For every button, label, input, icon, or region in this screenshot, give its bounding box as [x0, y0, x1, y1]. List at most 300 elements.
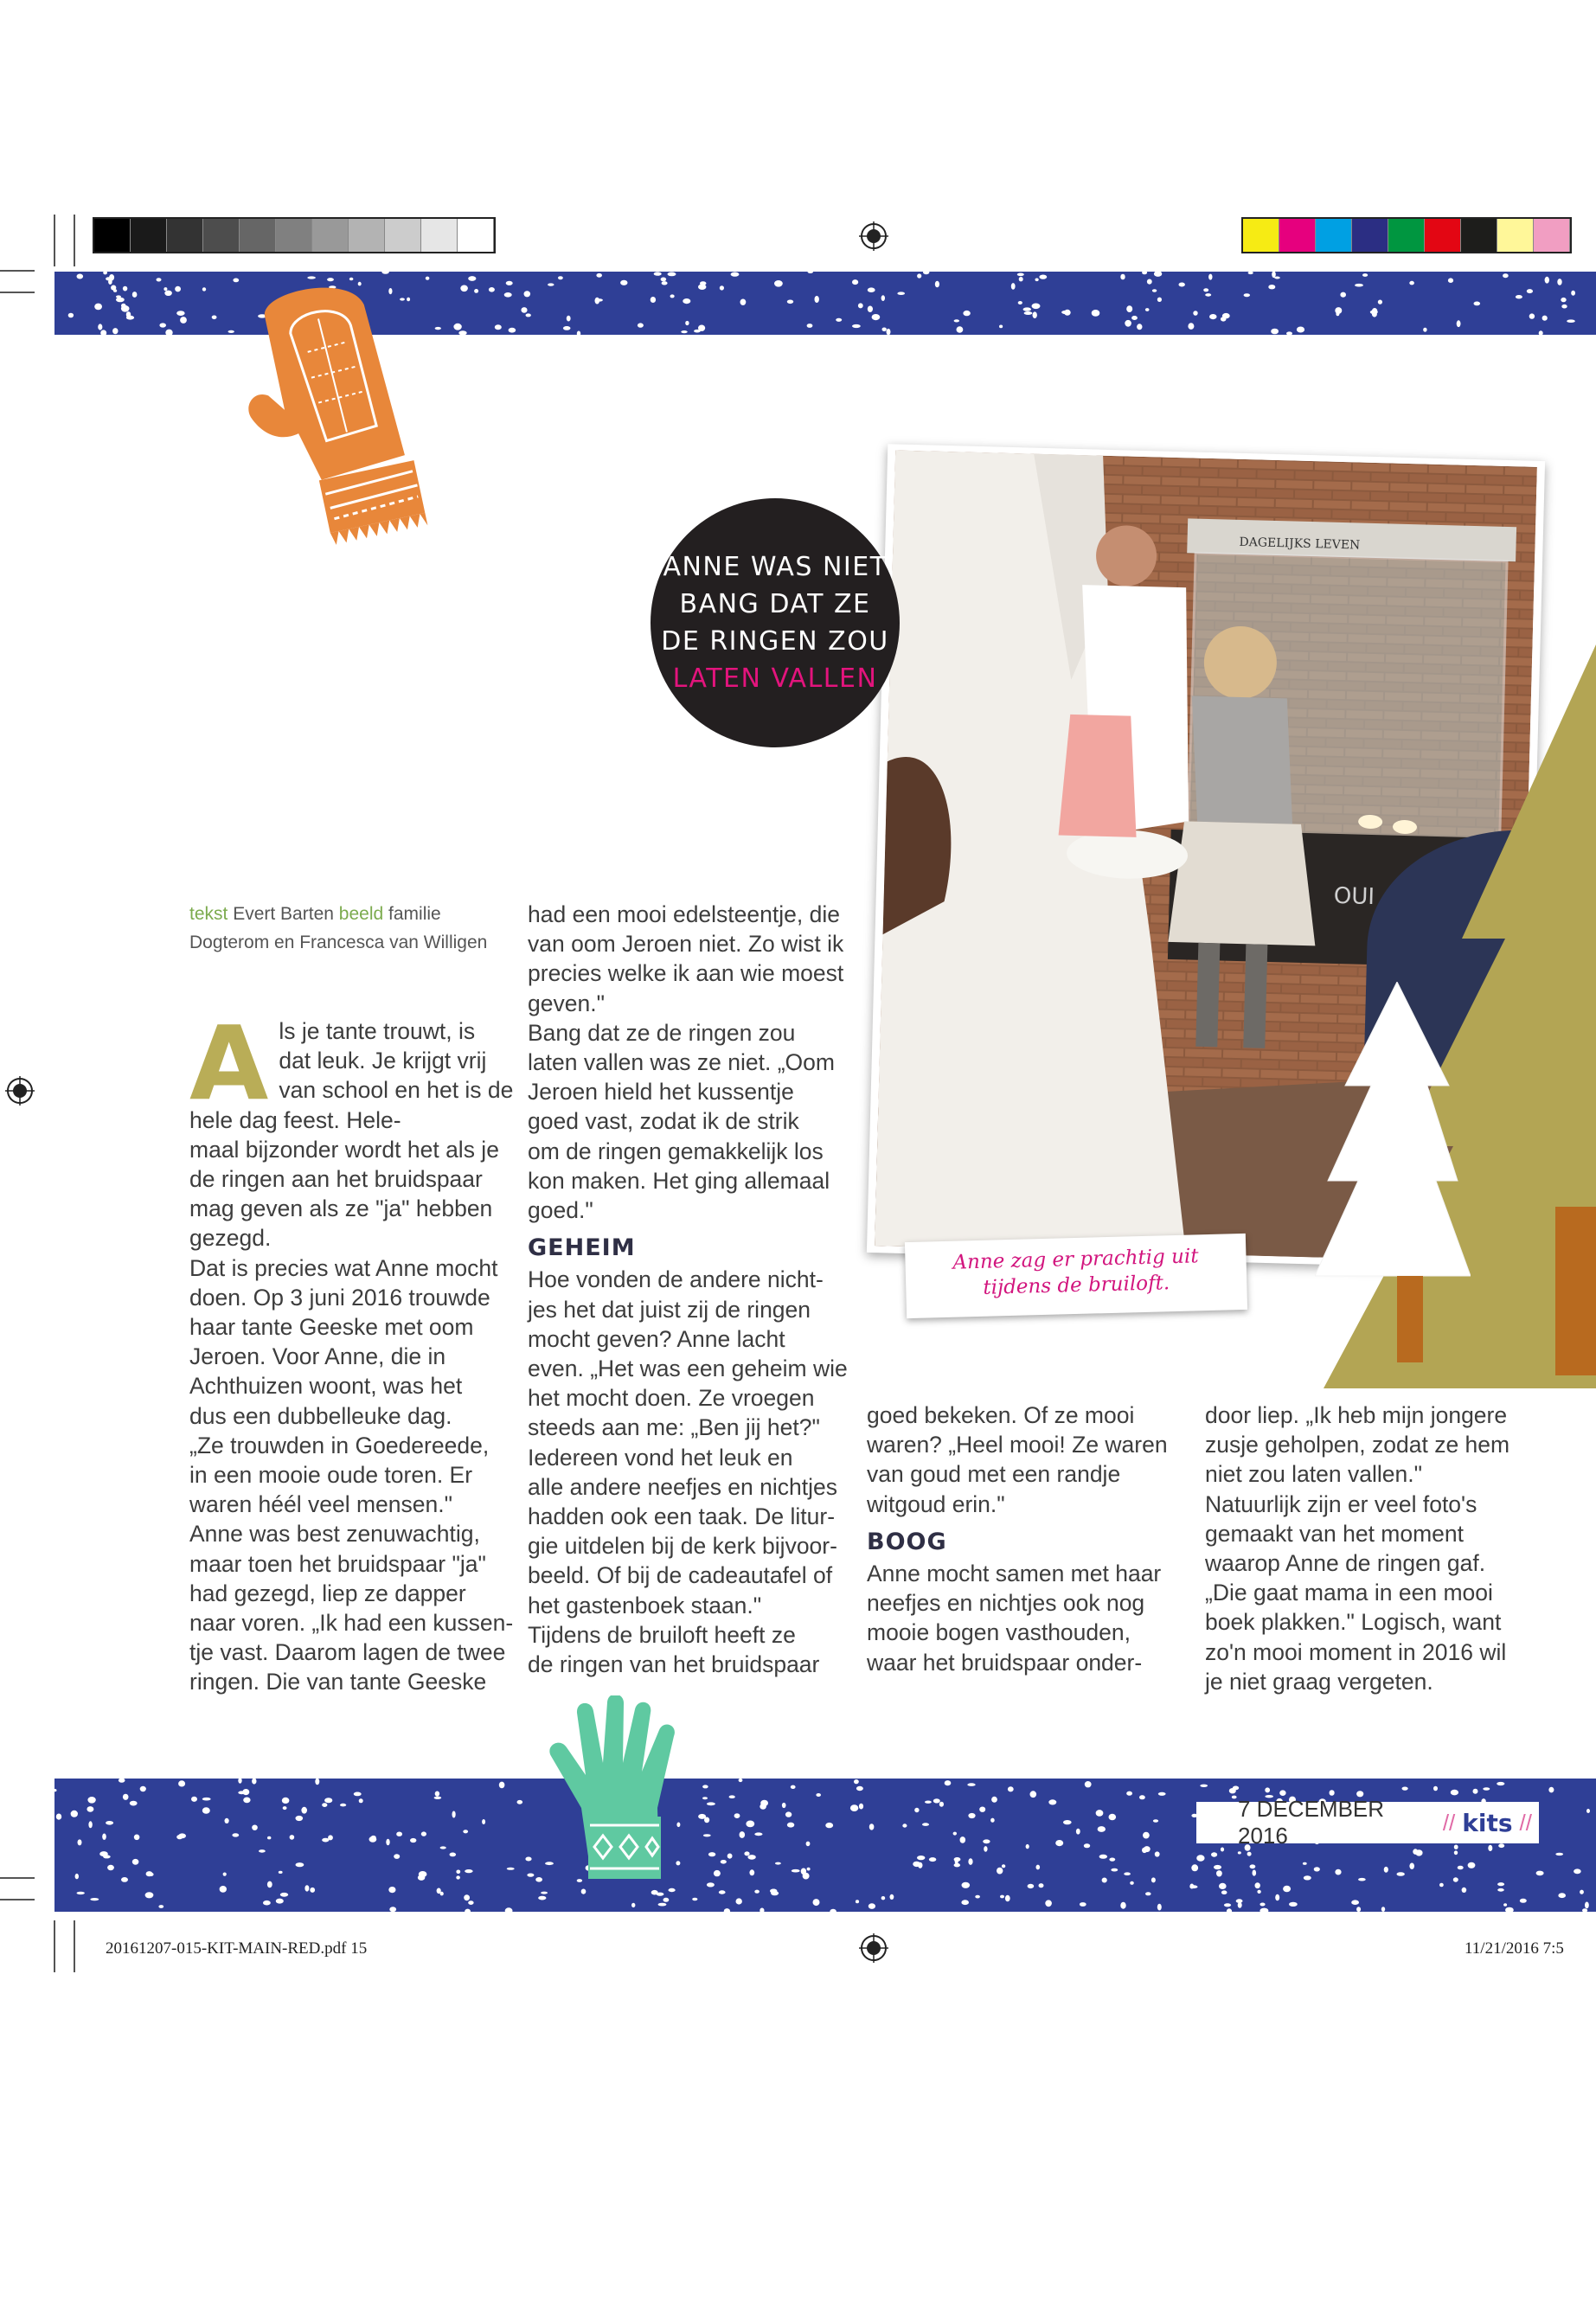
credit-line: [189, 900, 518, 928]
snow-dot: [787, 300, 793, 304]
snow-dot: [328, 1835, 333, 1840]
article-line: waar het bruidspaar onder-: [867, 1649, 1143, 1676]
registration-mark-icon: [859, 1933, 888, 1963]
snow-dot: [388, 1887, 395, 1893]
snow-dot: [1196, 1855, 1204, 1861]
snow-dot: [727, 1854, 733, 1859]
snow-dot: [525, 1857, 531, 1862]
snow-dot: [729, 1795, 735, 1798]
snow-dot: [460, 285, 468, 292]
snow-dot: [1304, 1875, 1311, 1880]
article-line: Dat is precies wat Anne mocht: [189, 1254, 498, 1281]
snow-dot: [1268, 285, 1275, 289]
snow-dot: [1381, 1907, 1385, 1912]
snow-dot: [178, 1833, 186, 1838]
separator: //: [1519, 1809, 1532, 1836]
snow-dot: [243, 1798, 250, 1804]
snow-dot: [1413, 1849, 1418, 1855]
article-line: niet zou laten vallen.": [1205, 1461, 1423, 1488]
snow-dot: [458, 330, 466, 335]
article-line: Tijdens de bruiloft heeft ze: [528, 1621, 796, 1648]
snow-dot: [1548, 1787, 1554, 1793]
snow-dot: [1092, 310, 1100, 317]
color-swatch: [1425, 219, 1461, 252]
snow-dot: [774, 280, 783, 287]
snow-dot: [869, 1823, 875, 1830]
snow-dot: [1055, 1840, 1063, 1846]
snow-dot: [923, 272, 929, 274]
snow-dot: [340, 1804, 346, 1807]
article-line: witgoud erin.": [867, 1490, 1005, 1517]
snow-dot: [474, 289, 478, 293]
snow-dot: [917, 1856, 925, 1860]
display-sign: DAGELIJKS LEVEN: [1239, 535, 1361, 553]
snow-dot: [267, 1836, 271, 1840]
snow-dot: [283, 1806, 287, 1810]
snow-dot: [521, 307, 527, 313]
snow-dot: [1503, 1903, 1507, 1907]
crop-mark: [0, 1899, 35, 1900]
credit-label: beeld: [338, 904, 384, 924]
article-line: het mocht doen. Ze vroegen: [528, 1385, 815, 1412]
snow-dot: [658, 1903, 667, 1907]
article-line: Anne mocht samen met haar: [867, 1561, 1162, 1587]
snow-dot: [749, 1869, 754, 1875]
snow-dot: [304, 1885, 309, 1891]
snow-dot: [1211, 1852, 1217, 1856]
snow-dot: [109, 274, 114, 280]
snow-dot: [707, 1882, 715, 1887]
snow-dot: [1247, 1852, 1252, 1856]
snow-dot: [771, 1891, 779, 1895]
snow-dot: [1109, 1858, 1115, 1862]
snow-dot: [1259, 1903, 1265, 1907]
snow-dot: [78, 1839, 82, 1845]
snow-dot: [1035, 279, 1039, 282]
article-line: had gezegd, liep ze dapper: [189, 1580, 466, 1606]
snow-dot: [381, 272, 388, 274]
snow-dot: [290, 1835, 295, 1840]
snow-dot: [1462, 1888, 1467, 1893]
snow-dot: [881, 295, 885, 301]
snow-dot: [662, 281, 668, 285]
snow-dot: [1335, 307, 1342, 314]
snow-dot: [1257, 1890, 1260, 1894]
snow-dot: [452, 1811, 456, 1818]
snow-dot: [1474, 302, 1481, 306]
article-line: had een mooi edelsteentje, die: [528, 901, 840, 927]
snow-dot: [1497, 1782, 1504, 1785]
snow-dot: [685, 321, 689, 325]
snow-dot: [792, 1869, 800, 1873]
article-line: door liep. „Ik heb mijn jongere: [1205, 1402, 1508, 1428]
snow-dot: [1358, 1878, 1366, 1881]
snow-dot: [1147, 279, 1152, 285]
snow-dot: [296, 1816, 304, 1821]
snow-dot: [868, 287, 875, 292]
snow-dot: [1557, 279, 1561, 285]
snow-dot: [816, 1793, 821, 1797]
snow-dot: [922, 1823, 929, 1826]
color-swatch: [131, 219, 167, 252]
snow-dot: [654, 272, 662, 275]
article-column-4: [1205, 1400, 1551, 1696]
snow-dot: [567, 316, 571, 322]
snow-dot: [359, 1798, 363, 1803]
snow-dot: [1145, 308, 1150, 311]
color-swatch: [94, 219, 131, 252]
snow-dot: [651, 1890, 658, 1895]
snow-dot: [1143, 1832, 1150, 1839]
snow-dot: [310, 1888, 315, 1893]
separator: //: [1442, 1809, 1456, 1836]
snow-dot: [238, 1791, 245, 1794]
snow-dot: [1520, 1899, 1527, 1903]
snow-dot: [744, 1851, 749, 1856]
snow-dot: [1109, 1814, 1117, 1820]
snow-dot: [119, 1779, 125, 1783]
snow-dot: [1208, 274, 1212, 280]
snow-dot: [225, 1818, 229, 1823]
snow-dot: [854, 1779, 859, 1784]
snow-dot: [740, 1831, 746, 1838]
color-swatch: [458, 219, 494, 252]
snow-dot: [917, 273, 921, 278]
snow-dot: [1233, 1786, 1239, 1791]
article-line: jes het dat juist zij de ringen: [528, 1296, 811, 1323]
snow-dot: [858, 303, 863, 308]
snow-dot: [394, 1854, 400, 1859]
snow-dot: [720, 285, 724, 290]
snow-dot: [1473, 1789, 1478, 1794]
snow-dot: [164, 291, 172, 296]
snow-dot: [1555, 1853, 1563, 1856]
snow-dot: [322, 1803, 327, 1807]
snow-dot: [94, 304, 102, 311]
color-swatch: [1279, 219, 1316, 252]
snow-dot: [396, 1832, 402, 1836]
snow-dot: [527, 1874, 534, 1877]
snow-dot: [524, 291, 531, 297]
snow-dot: [850, 1804, 858, 1811]
crop-mark: [54, 1920, 55, 1972]
snow-dot: [1574, 1868, 1581, 1874]
snow-dot: [714, 1870, 721, 1876]
snow-dot: [1454, 1850, 1458, 1855]
snow-dot: [1586, 1809, 1590, 1813]
snow-dot: [881, 1896, 886, 1900]
snow-dot: [785, 1811, 792, 1817]
snow-dot: [506, 281, 513, 285]
snow-dot: [1039, 275, 1047, 279]
snow-dot: [88, 1821, 92, 1828]
snow-dot: [263, 1900, 271, 1906]
snow-dot: [651, 297, 656, 303]
article-line: Achthuizen woont, was het: [189, 1373, 463, 1400]
article-line: „Die gaat mama in een mooi: [1205, 1580, 1493, 1606]
snow-dot: [668, 272, 676, 277]
snow-dot: [734, 1813, 740, 1818]
snow-dot: [1188, 323, 1194, 330]
snow-dot: [465, 1869, 472, 1873]
snow-dot: [157, 278, 162, 281]
snow-dot: [121, 1877, 128, 1882]
snow-dot: [315, 1779, 319, 1785]
snow-dot: [1084, 1843, 1090, 1848]
snow-dot: [968, 1858, 972, 1865]
snow-dot: [1536, 1871, 1544, 1876]
snow-dot: [638, 323, 644, 327]
snow-dot: [991, 1797, 997, 1803]
snow-dot: [1248, 272, 1253, 274]
snow-dot: [1454, 1845, 1458, 1849]
display-label: OUI: [1333, 882, 1375, 911]
snow-dot: [1372, 311, 1377, 317]
snow-dot: [134, 1835, 140, 1841]
snow-dot: [1002, 1864, 1005, 1868]
article-line: ls je tante trouwt, is: [279, 1018, 476, 1044]
snow-dot: [1457, 320, 1461, 327]
snow-dot: [962, 1882, 971, 1888]
color-swatch: [349, 219, 385, 252]
snow-dot: [121, 305, 130, 312]
snow-dot: [1153, 1819, 1158, 1822]
snow-dot: [739, 1779, 743, 1782]
snow-dot: [1193, 311, 1197, 316]
snow-dot: [468, 276, 476, 281]
snow-dot: [71, 1811, 78, 1817]
article-line: van oom Jeroen niet. Zo wist ik: [528, 931, 844, 958]
snow-dot: [1120, 274, 1125, 280]
article-line: gie uitdelen bij de kerk bijvoor-: [528, 1533, 837, 1560]
article-line: even. „Het was een geheim wie: [528, 1356, 848, 1382]
snow-dot: [872, 314, 881, 320]
snow-dot: [1209, 314, 1216, 319]
snow-dot: [1483, 1787, 1490, 1790]
article-line: naar voren. „Ik had een kussen-: [189, 1610, 514, 1637]
christmas-tree-icon: [1315, 982, 1471, 1367]
snow-dot: [1221, 317, 1227, 321]
snow-dot: [282, 1798, 290, 1804]
color-swatch: [1461, 219, 1497, 252]
article-line: waren héél veel mensen.": [189, 1491, 453, 1518]
snow-dot: [939, 1802, 944, 1807]
snow-dot: [990, 1818, 995, 1823]
article-line: Jeroen. Voor Anne, die in: [189, 1343, 446, 1370]
article-line: Iedereen vond het leuk en: [528, 1444, 793, 1471]
snow-dot: [1151, 1877, 1156, 1882]
article-line: boek plakken." Logisch, want: [1205, 1609, 1502, 1636]
article-line: „Ze trouwden in Goedereede,: [189, 1432, 490, 1458]
snow-dot: [1497, 1882, 1504, 1886]
snow-dot: [99, 1851, 108, 1856]
snow-dot: [806, 1842, 811, 1847]
snow-dot: [450, 1853, 457, 1857]
snow-dot: [961, 1900, 969, 1905]
subhead-geheim: GEHEIM: [528, 1234, 636, 1262]
snow-dot: [960, 1836, 966, 1843]
snow-dot: [410, 1838, 416, 1843]
snow-dot: [1142, 272, 1147, 274]
snow-dot: [597, 298, 603, 301]
snow-dot: [1423, 328, 1426, 332]
snow-dot: [1224, 1903, 1231, 1907]
snow-dot: [176, 311, 184, 316]
article-line: alle andere neefjes en nichtjes: [528, 1473, 837, 1500]
snow-dot: [1561, 298, 1566, 302]
snow-dot: [1453, 1877, 1458, 1881]
snow-dot: [202, 1807, 210, 1814]
snow-dot: [1497, 1888, 1504, 1892]
article-line: in een mooie oude toren. Er: [189, 1462, 473, 1489]
snow-dot: [1439, 1883, 1444, 1888]
snow-dot: [1362, 273, 1368, 277]
snow-dot: [175, 286, 181, 292]
snow-dot: [740, 299, 747, 305]
credit-photographer: familie: [388, 904, 441, 924]
snow-dot: [1253, 1870, 1257, 1876]
snow-dot: [1259, 1908, 1268, 1912]
snow-dot: [957, 326, 964, 332]
snow-dot: [1356, 1907, 1361, 1912]
snow-dot: [465, 1909, 471, 1912]
snow-dot: [1567, 319, 1575, 323]
article-line: mag geven als ze "ja" hebben: [189, 1195, 493, 1222]
article-line: waarop Anne de ringen gaf.: [1205, 1550, 1486, 1577]
snow-dot: [897, 292, 905, 295]
snow-dot: [1203, 288, 1208, 292]
snow-dot: [736, 1898, 742, 1904]
snow-dot: [1503, 273, 1509, 278]
snow-dot: [1458, 1866, 1464, 1870]
snow-dot: [1378, 300, 1382, 304]
snow-dot: [954, 1863, 960, 1868]
snow-dot: [984, 1846, 987, 1852]
snow-dot: [661, 278, 667, 282]
article-line: geven.": [528, 990, 605, 1016]
snow-dot: [202, 287, 206, 291]
snow-dot: [456, 1870, 460, 1875]
snow-dot: [1157, 298, 1162, 302]
snow-dot: [1017, 273, 1024, 277]
snow-dot: [663, 1898, 670, 1902]
snow-dot: [1155, 1851, 1160, 1856]
snow-dot: [103, 272, 107, 274]
snow-dot: [1063, 1820, 1072, 1824]
snow-dot: [1024, 311, 1033, 315]
snow-dot: [719, 1890, 726, 1894]
snow-dot: [1397, 1872, 1405, 1876]
snow-dot: [1011, 283, 1016, 290]
color-swatch: [240, 219, 276, 252]
snow-dot: [354, 1792, 362, 1797]
snow-dot: [746, 1821, 754, 1828]
snow-dot: [1271, 329, 1279, 335]
snow-dot: [75, 1874, 79, 1879]
brand-logo: kits: [1462, 1808, 1513, 1837]
snow-dot: [868, 306, 873, 312]
article-line: gezegd.: [189, 1225, 272, 1252]
color-swatch: [1243, 219, 1279, 252]
snow-dot: [1238, 1902, 1242, 1908]
snow-dot: [1032, 304, 1041, 310]
snow-dot: [807, 324, 813, 328]
snow-dot: [1137, 324, 1142, 330]
snow-dot: [1255, 1882, 1260, 1888]
snow-dot: [482, 1819, 485, 1824]
snow-dot: [1545, 277, 1549, 284]
snow-dot: [1402, 1787, 1408, 1791]
snow-dot: [1384, 1867, 1388, 1873]
article-line: goed.": [528, 1197, 593, 1224]
article-line: de ringen aan het bruidspaar: [189, 1166, 483, 1193]
glove-icon: [538, 1695, 711, 1879]
snow-dot: [112, 328, 118, 334]
snow-dot: [77, 274, 84, 279]
snow-dot: [558, 276, 563, 279]
snow-dot: [123, 1794, 129, 1800]
pullquote-circle: [651, 498, 900, 747]
snow-dot: [165, 330, 172, 335]
snow-dot: [760, 1800, 768, 1806]
snow-dot: [178, 1780, 185, 1786]
caption-line: Anne zag er prachtig uit: [952, 1245, 1199, 1274]
snow-dot: [440, 1846, 446, 1849]
article-line: van goud met een randje: [867, 1461, 1121, 1488]
snow-dot: [925, 1801, 932, 1804]
article-line: beeld. Of bij de cadeautafel of: [528, 1562, 833, 1589]
article-line: zusje geholpen, zodat ze hem: [1205, 1432, 1510, 1458]
pullquote-line: ANNE WAS NIET: [663, 552, 888, 582]
snow-dot: [945, 1780, 952, 1785]
article-column-3: [867, 1400, 1195, 1677]
snow-dot: [1045, 1900, 1052, 1907]
snow-dot: [90, 1898, 99, 1900]
snow-dot: [782, 1803, 786, 1808]
snow-dot: [1008, 1786, 1014, 1791]
snow-dot: [1096, 1810, 1104, 1817]
color-swatch: [1352, 219, 1388, 252]
snow-dot: [1275, 1894, 1279, 1901]
snow-dot: [890, 1894, 894, 1900]
snow-dot: [1154, 272, 1162, 277]
snow-dot: [389, 1907, 396, 1912]
snow-dot: [1582, 1908, 1587, 1912]
snow-dot: [933, 1798, 940, 1803]
color-swatch: [312, 219, 349, 252]
snow-dot: [1244, 293, 1250, 297]
snow-dot: [1026, 1844, 1029, 1849]
snow-dot: [1098, 1826, 1106, 1832]
snow-dot: [1351, 1900, 1359, 1905]
snow-dot: [1028, 1884, 1035, 1888]
snow-dot: [1265, 1787, 1270, 1792]
article-line: waren? „Heel mooi! Ze waren: [867, 1432, 1168, 1458]
snow-dot: [223, 1873, 227, 1876]
article-line: tje vast. Daarom lagen de twee: [189, 1639, 506, 1666]
snow-dot: [1289, 1902, 1298, 1907]
snow-dot: [1451, 1790, 1458, 1796]
snow-dot: [1340, 292, 1346, 298]
snow-dot: [98, 324, 102, 330]
color-swatch: [385, 219, 421, 252]
caption-line: tijdens de bruiloft.: [983, 1272, 1170, 1299]
snow-dot: [1036, 1865, 1041, 1870]
snow-dot: [132, 1859, 139, 1865]
snow-dot: [1061, 311, 1069, 314]
snow-dot: [1542, 316, 1548, 321]
snow-dot: [191, 1797, 197, 1802]
